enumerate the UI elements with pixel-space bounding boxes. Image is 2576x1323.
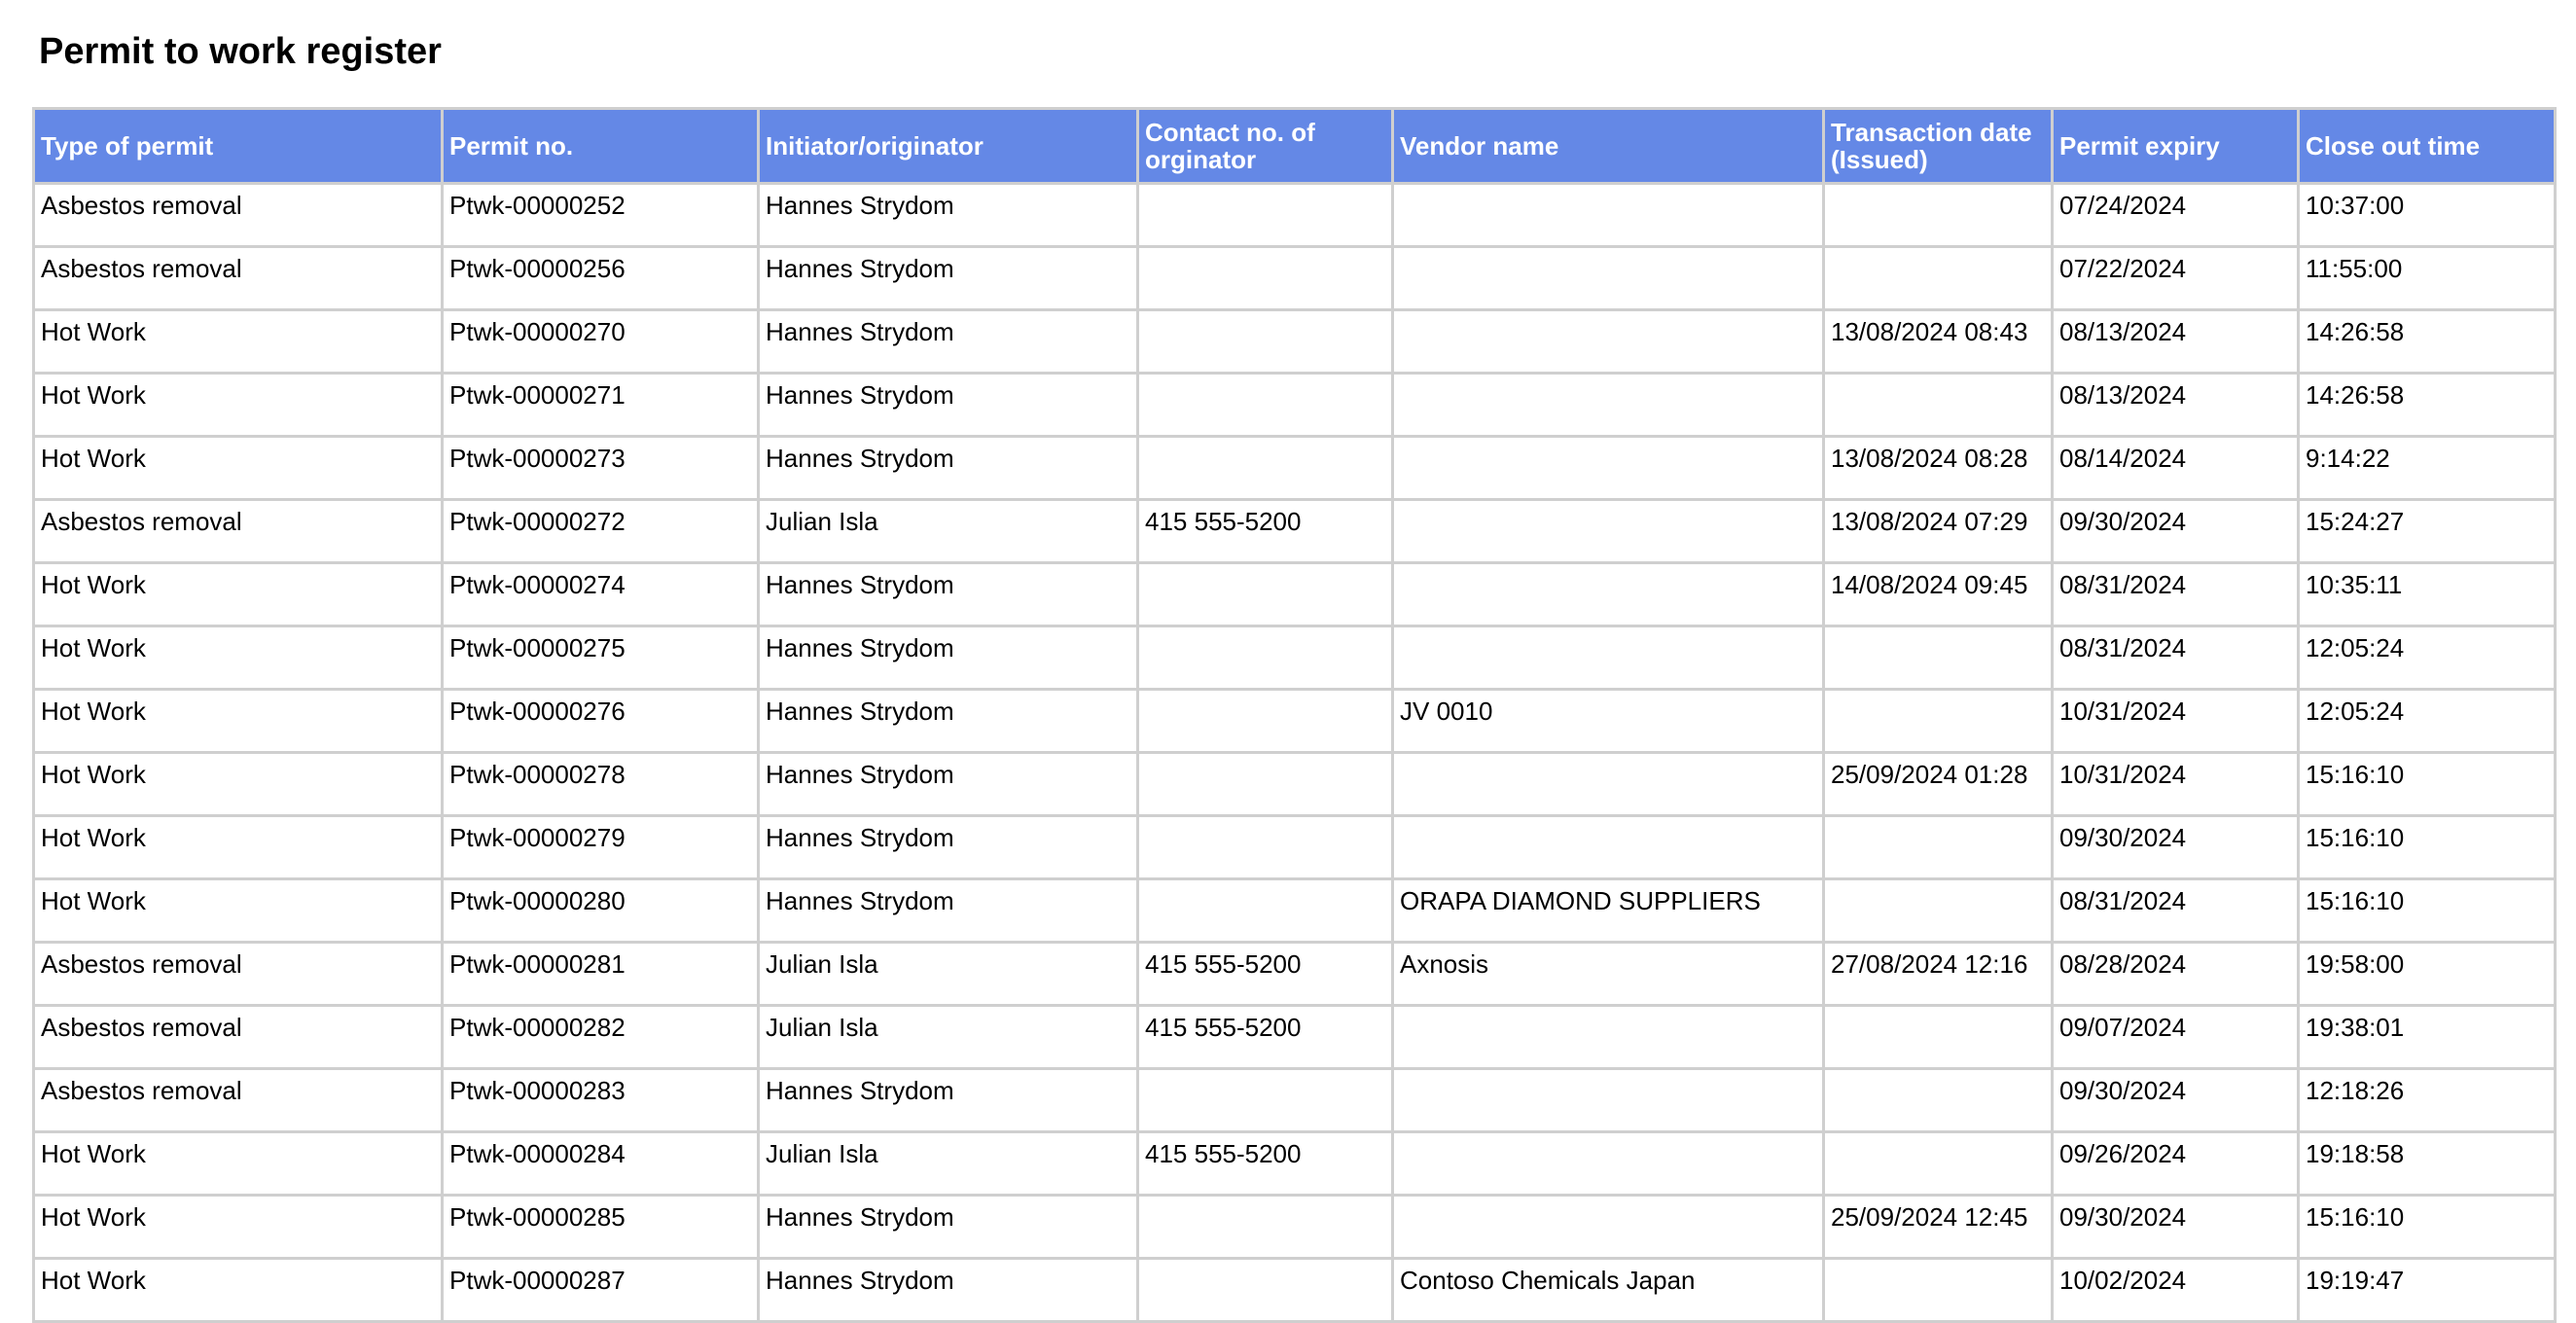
cell-vendor-name: ORAPA DIAMOND SUPPLIERS bbox=[1393, 879, 1824, 943]
cell-close-out-time: 15:16:10 bbox=[2299, 1196, 2556, 1259]
cell-close-out-time: 15:24:27 bbox=[2299, 500, 2556, 563]
cell-type-of-permit: Asbestos removal bbox=[34, 247, 443, 310]
cell-contact-no bbox=[1138, 879, 1393, 943]
cell-vendor-name: Axnosis bbox=[1393, 943, 1824, 1006]
table-row bbox=[34, 500, 2556, 563]
cell-transaction-date bbox=[1824, 1006, 2053, 1069]
cell-type-of-permit: Hot Work bbox=[34, 1196, 443, 1259]
cell-type-of-permit: Hot Work bbox=[34, 1259, 443, 1322]
column-header-initiator: Initiator/originator bbox=[759, 109, 1138, 184]
cell-contact-no bbox=[1138, 310, 1393, 374]
cell-type-of-permit: Hot Work bbox=[34, 563, 443, 626]
cell-permit-no: Ptwk-00000280 bbox=[443, 879, 759, 943]
cell-contact-no bbox=[1138, 1196, 1393, 1259]
cell-initiator: Hannes Strydom bbox=[759, 563, 1138, 626]
cell-vendor-name bbox=[1393, 1132, 1824, 1196]
cell-transaction-date: 14/08/2024 09:45 bbox=[1824, 563, 2053, 626]
cell-contact-no: 415 555-5200 bbox=[1138, 1132, 1393, 1196]
cell-type-of-permit: Asbestos removal bbox=[34, 1006, 443, 1069]
cell-permit-expiry: 10/02/2024 bbox=[2053, 1259, 2299, 1322]
cell-type-of-permit: Hot Work bbox=[34, 437, 443, 500]
column-header-permit-expiry: Permit expiry bbox=[2053, 109, 2299, 184]
cell-permit-expiry: 08/28/2024 bbox=[2053, 943, 2299, 1006]
cell-close-out-time: 15:16:10 bbox=[2299, 816, 2556, 879]
cell-permit-expiry: 08/31/2024 bbox=[2053, 626, 2299, 690]
cell-initiator: Julian Isla bbox=[759, 1006, 1138, 1069]
cell-initiator: Hannes Strydom bbox=[759, 626, 1138, 690]
cell-initiator: Julian Isla bbox=[759, 943, 1138, 1006]
cell-vendor-name bbox=[1393, 626, 1824, 690]
cell-contact-no bbox=[1138, 626, 1393, 690]
table-row bbox=[34, 626, 2556, 690]
cell-permit-expiry: 08/14/2024 bbox=[2053, 437, 2299, 500]
cell-vendor-name: JV 0010 bbox=[1393, 690, 1824, 753]
cell-permit-no: Ptwk-00000275 bbox=[443, 626, 759, 690]
column-header-type-of-permit: Type of permit bbox=[34, 109, 443, 184]
cell-permit-no: Ptwk-00000285 bbox=[443, 1196, 759, 1259]
column-header-transaction-date: Transaction date (Issued) bbox=[1824, 109, 2053, 184]
cell-transaction-date: 13/08/2024 08:28 bbox=[1824, 437, 2053, 500]
cell-permit-expiry: 09/30/2024 bbox=[2053, 816, 2299, 879]
column-header-close-out-time: Close out time bbox=[2299, 109, 2556, 184]
cell-transaction-date bbox=[1824, 1069, 2053, 1132]
cell-permit-expiry: 09/30/2024 bbox=[2053, 1069, 2299, 1132]
cell-permit-no: Ptwk-00000274 bbox=[443, 563, 759, 626]
cell-transaction-date: 27/08/2024 12:16 bbox=[1824, 943, 2053, 1006]
page-title: Permit to work register bbox=[39, 31, 442, 72]
table-row bbox=[34, 1132, 2556, 1196]
cell-contact-no bbox=[1138, 247, 1393, 310]
table-row bbox=[34, 310, 2556, 374]
cell-permit-expiry: 09/30/2024 bbox=[2053, 500, 2299, 563]
cell-initiator: Hannes Strydom bbox=[759, 1196, 1138, 1259]
cell-close-out-time: 14:26:58 bbox=[2299, 374, 2556, 437]
table-row bbox=[34, 437, 2556, 500]
cell-type-of-permit: Asbestos removal bbox=[34, 500, 443, 563]
cell-close-out-time: 14:26:58 bbox=[2299, 310, 2556, 374]
cell-permit-expiry: 08/13/2024 bbox=[2053, 374, 2299, 437]
cell-type-of-permit: Asbestos removal bbox=[34, 1069, 443, 1132]
cell-initiator: Hannes Strydom bbox=[759, 1069, 1138, 1132]
cell-transaction-date bbox=[1824, 1259, 2053, 1322]
cell-permit-no: Ptwk-00000281 bbox=[443, 943, 759, 1006]
cell-permit-expiry: 09/07/2024 bbox=[2053, 1006, 2299, 1069]
cell-contact-no bbox=[1138, 1069, 1393, 1132]
cell-type-of-permit: Hot Work bbox=[34, 1132, 443, 1196]
header-row bbox=[34, 109, 2556, 184]
cell-permit-expiry: 08/31/2024 bbox=[2053, 879, 2299, 943]
cell-permit-no: Ptwk-00000283 bbox=[443, 1069, 759, 1132]
cell-vendor-name bbox=[1393, 310, 1824, 374]
cell-close-out-time: 12:18:26 bbox=[2299, 1069, 2556, 1132]
cell-close-out-time: 10:35:11 bbox=[2299, 563, 2556, 626]
cell-transaction-date bbox=[1824, 247, 2053, 310]
cell-initiator: Hannes Strydom bbox=[759, 879, 1138, 943]
cell-transaction-date bbox=[1824, 184, 2053, 247]
cell-permit-no: Ptwk-00000270 bbox=[443, 310, 759, 374]
cell-permit-no: Ptwk-00000279 bbox=[443, 816, 759, 879]
cell-permit-no: Ptwk-00000276 bbox=[443, 690, 759, 753]
cell-permit-no: Ptwk-00000278 bbox=[443, 753, 759, 816]
cell-type-of-permit: Hot Work bbox=[34, 753, 443, 816]
cell-permit-no: Ptwk-00000252 bbox=[443, 184, 759, 247]
cell-contact-no bbox=[1138, 563, 1393, 626]
cell-contact-no bbox=[1138, 374, 1393, 437]
table-row bbox=[34, 1006, 2556, 1069]
table-row bbox=[34, 943, 2556, 1006]
cell-type-of-permit: Hot Work bbox=[34, 690, 443, 753]
cell-transaction-date bbox=[1824, 816, 2053, 879]
cell-close-out-time: 15:16:10 bbox=[2299, 879, 2556, 943]
cell-close-out-time: 19:19:47 bbox=[2299, 1259, 2556, 1322]
cell-transaction-date: 25/09/2024 12:45 bbox=[1824, 1196, 2053, 1259]
cell-type-of-permit: Hot Work bbox=[34, 310, 443, 374]
cell-vendor-name bbox=[1393, 500, 1824, 563]
cell-contact-no: 415 555-5200 bbox=[1138, 500, 1393, 563]
cell-permit-expiry: 09/30/2024 bbox=[2053, 1196, 2299, 1259]
table-row bbox=[34, 247, 2556, 310]
cell-contact-no bbox=[1138, 437, 1393, 500]
cell-contact-no: 415 555-5200 bbox=[1138, 943, 1393, 1006]
cell-vendor-name bbox=[1393, 816, 1824, 879]
cell-transaction-date bbox=[1824, 690, 2053, 753]
cell-initiator: Julian Isla bbox=[759, 1132, 1138, 1196]
cell-permit-no: Ptwk-00000271 bbox=[443, 374, 759, 437]
cell-transaction-date bbox=[1824, 374, 2053, 437]
cell-permit-no: Ptwk-00000273 bbox=[443, 437, 759, 500]
cell-transaction-date bbox=[1824, 1132, 2053, 1196]
cell-type-of-permit: Asbestos removal bbox=[34, 184, 443, 247]
cell-close-out-time: 19:38:01 bbox=[2299, 1006, 2556, 1069]
cell-contact-no bbox=[1138, 816, 1393, 879]
cell-vendor-name: Contoso Chemicals Japan bbox=[1393, 1259, 1824, 1322]
cell-permit-expiry: 08/13/2024 bbox=[2053, 310, 2299, 374]
table-row bbox=[34, 1259, 2556, 1322]
cell-vendor-name bbox=[1393, 184, 1824, 247]
table-row bbox=[34, 1069, 2556, 1132]
cell-vendor-name bbox=[1393, 247, 1824, 310]
cell-close-out-time: 11:55:00 bbox=[2299, 247, 2556, 310]
cell-permit-expiry: 09/26/2024 bbox=[2053, 1132, 2299, 1196]
cell-contact-no bbox=[1138, 753, 1393, 816]
cell-close-out-time: 19:18:58 bbox=[2299, 1132, 2556, 1196]
table-row bbox=[34, 753, 2556, 816]
cell-transaction-date bbox=[1824, 626, 2053, 690]
cell-permit-no: Ptwk-00000282 bbox=[443, 1006, 759, 1069]
permit-register-table bbox=[32, 107, 2557, 1323]
cell-contact-no bbox=[1138, 1259, 1393, 1322]
cell-initiator: Hannes Strydom bbox=[759, 816, 1138, 879]
cell-transaction-date: 25/09/2024 01:28 bbox=[1824, 753, 2053, 816]
cell-transaction-date bbox=[1824, 879, 2053, 943]
table-row bbox=[34, 184, 2556, 247]
cell-vendor-name bbox=[1393, 1006, 1824, 1069]
table-row bbox=[34, 816, 2556, 879]
cell-close-out-time: 12:05:24 bbox=[2299, 690, 2556, 753]
cell-close-out-time: 19:58:00 bbox=[2299, 943, 2556, 1006]
cell-vendor-name bbox=[1393, 563, 1824, 626]
cell-permit-no: Ptwk-00000256 bbox=[443, 247, 759, 310]
table-header bbox=[34, 109, 2556, 184]
cell-type-of-permit: Hot Work bbox=[34, 626, 443, 690]
cell-contact-no: 415 555-5200 bbox=[1138, 1006, 1393, 1069]
table-row bbox=[34, 1196, 2556, 1259]
cell-permit-expiry: 10/31/2024 bbox=[2053, 753, 2299, 816]
cell-permit-expiry: 07/22/2024 bbox=[2053, 247, 2299, 310]
cell-initiator: Hannes Strydom bbox=[759, 374, 1138, 437]
cell-vendor-name bbox=[1393, 374, 1824, 437]
cell-vendor-name bbox=[1393, 437, 1824, 500]
table-row bbox=[34, 374, 2556, 437]
cell-close-out-time: 15:16:10 bbox=[2299, 753, 2556, 816]
cell-permit-expiry: 07/24/2024 bbox=[2053, 184, 2299, 247]
table-row bbox=[34, 879, 2556, 943]
column-header-vendor-name: Vendor name bbox=[1393, 109, 1824, 184]
cell-type-of-permit: Hot Work bbox=[34, 816, 443, 879]
cell-vendor-name bbox=[1393, 1196, 1824, 1259]
cell-initiator: Hannes Strydom bbox=[759, 184, 1138, 247]
column-header-contact-no: Contact no. of orginator bbox=[1138, 109, 1393, 184]
cell-contact-no bbox=[1138, 690, 1393, 753]
cell-type-of-permit: Hot Work bbox=[34, 374, 443, 437]
cell-transaction-date: 13/08/2024 07:29 bbox=[1824, 500, 2053, 563]
column-header-permit-no: Permit no. bbox=[443, 109, 759, 184]
cell-permit-expiry: 10/31/2024 bbox=[2053, 690, 2299, 753]
cell-initiator: Hannes Strydom bbox=[759, 1259, 1138, 1322]
cell-vendor-name bbox=[1393, 753, 1824, 816]
cell-initiator: Hannes Strydom bbox=[759, 753, 1138, 816]
cell-vendor-name bbox=[1393, 1069, 1824, 1132]
cell-type-of-permit: Hot Work bbox=[34, 879, 443, 943]
cell-initiator: Hannes Strydom bbox=[759, 690, 1138, 753]
cell-type-of-permit: Asbestos removal bbox=[34, 943, 443, 1006]
cell-permit-expiry: 08/31/2024 bbox=[2053, 563, 2299, 626]
cell-close-out-time: 12:05:24 bbox=[2299, 626, 2556, 690]
cell-close-out-time: 9:14:22 bbox=[2299, 437, 2556, 500]
cell-permit-no: Ptwk-00000284 bbox=[443, 1132, 759, 1196]
table-body bbox=[34, 184, 2556, 1322]
cell-initiator: Hannes Strydom bbox=[759, 310, 1138, 374]
cell-close-out-time: 10:37:00 bbox=[2299, 184, 2556, 247]
cell-transaction-date: 13/08/2024 08:43 bbox=[1824, 310, 2053, 374]
table-row bbox=[34, 690, 2556, 753]
cell-permit-no: Ptwk-00000272 bbox=[443, 500, 759, 563]
cell-contact-no bbox=[1138, 184, 1393, 247]
cell-initiator: Hannes Strydom bbox=[759, 437, 1138, 500]
cell-permit-no: Ptwk-00000287 bbox=[443, 1259, 759, 1322]
table-row bbox=[34, 563, 2556, 626]
cell-initiator: Hannes Strydom bbox=[759, 247, 1138, 310]
cell-initiator: Julian Isla bbox=[759, 500, 1138, 563]
